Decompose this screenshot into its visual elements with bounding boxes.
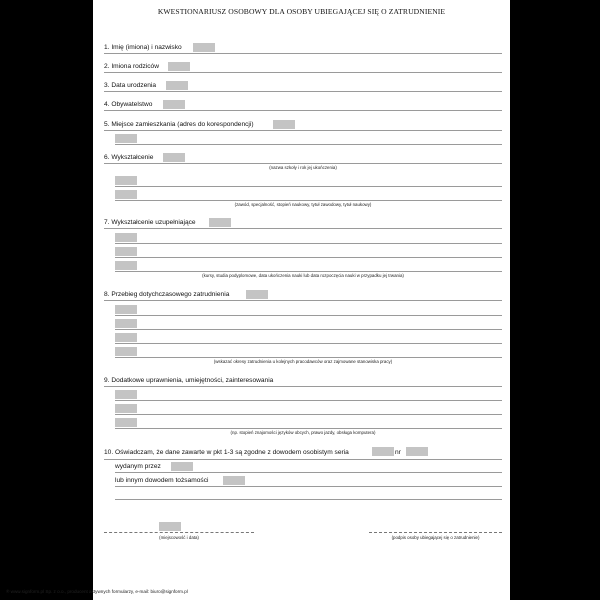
q8-line-2: [115, 315, 502, 316]
q8-field-5[interactable]: [115, 347, 137, 356]
q7-line-4: [115, 271, 502, 272]
document-title: KWESTIONARIUSZ OSOBOWY DLA OSOBY UBIEGAJĄCEJ SIĘ O ZATRUDNIENIE: [157, 7, 446, 16]
q10-series-field[interactable]: [372, 447, 394, 456]
q6-label: 6. Wykształcenie: [104, 154, 154, 161]
q3-label: 3. Data urodzenia: [104, 82, 157, 89]
q4-label: 4. Obywatelstwo: [104, 101, 153, 108]
q6-education-field[interactable]: [163, 153, 185, 162]
q7-field-3[interactable]: [115, 247, 137, 256]
q2-parents-field[interactable]: [168, 62, 190, 71]
q7-field-4[interactable]: [115, 261, 137, 270]
signature-caption: (podpis osoby ubiegającej się o zatrudnienie): [391, 535, 480, 540]
q8-line-1: [104, 300, 502, 301]
q8-field-4[interactable]: [115, 333, 137, 342]
q9-line-1: [104, 386, 502, 387]
q7-field[interactable]: [209, 218, 231, 227]
q9-label: 9. Dodatkowe uprawnienia, umiejętności, zainteresowania: [104, 377, 274, 384]
q10-issued-label: wydanym przez: [115, 463, 161, 470]
place-date-caption: (miejscowość i data): [159, 535, 199, 540]
q8-field-2[interactable]: [115, 305, 137, 314]
q3-line: [104, 91, 502, 92]
q7-field-2[interactable]: [115, 233, 137, 242]
q9-line-4: [115, 428, 502, 429]
q9-line-3: [115, 414, 502, 415]
q5-label: 5. Miejsce zamieszkania (adres do korespondencji): [104, 121, 254, 128]
q6-line-2: [115, 186, 502, 187]
q5-address-field-2[interactable]: [115, 134, 137, 143]
q2-label: 2. Imiona rodziców: [104, 63, 159, 70]
q10-other-label: lub innym dowodem tożsamości: [115, 477, 209, 484]
q8-line-4: [115, 343, 502, 344]
q10-other-id-field[interactable]: [223, 476, 245, 485]
q10-line-2: [115, 472, 502, 473]
signature-line: [369, 532, 502, 533]
q9-field-3[interactable]: [115, 418, 137, 427]
footer-text: ® www.signform.pl Sp. z o.o., producent aktywnych formularzy, e-mail: biuro@signform.pl: [6, 589, 188, 594]
q4-citizenship-field[interactable]: [163, 100, 185, 109]
q10-line-1: [104, 459, 502, 460]
q10-line-4: [115, 499, 502, 500]
form-page: [93, 0, 510, 600]
q4-line: [104, 110, 502, 111]
q5-line-1: [104, 130, 502, 131]
place-date-field[interactable]: [159, 522, 181, 531]
q7-line-2: [115, 243, 502, 244]
q8-line-5: [115, 357, 502, 358]
q7-line-1: [104, 228, 502, 229]
q6-education-field-2[interactable]: [115, 176, 137, 185]
q6-caption-profession: (zawód, specjalność, stopień naukowy, tytuł zawodowy, tytuł naukowy): [234, 202, 372, 207]
q9-caption: (np. stopień znajomości języków obcych, prawo jazdy, obsługa komputera): [230, 430, 376, 435]
q3-birthdate-field[interactable]: [166, 81, 188, 90]
q9-field-2[interactable]: [115, 404, 137, 413]
q10-line-3: [115, 486, 502, 487]
q9-field[interactable]: [115, 390, 137, 399]
q6-caption-school: (nazwa szkoły i rok jej ukończenia): [269, 165, 337, 170]
q8-field-3[interactable]: [115, 319, 137, 328]
q6-line-3: [115, 200, 502, 201]
q10-nr-label: nr: [395, 449, 401, 456]
q8-caption: (wskazać okresy zatrudnienia u kolejnych pracodawców oraz zajmowane stanowiska pracy): [213, 359, 393, 364]
q8-label: 8. Przebieg dotychczasowego zatrudnienia: [104, 291, 230, 298]
q2-line: [104, 72, 502, 73]
q9-line-2: [115, 400, 502, 401]
q7-label: 7. Wykształcenie uzupełniające: [104, 219, 196, 226]
q8-field[interactable]: [246, 290, 268, 299]
q1-line: [104, 53, 502, 54]
q10-label: 10. Oświadczam, że dane zawarte w pkt 1-3 są zgodne z dowodem osobistym seria: [104, 449, 349, 456]
q10-issued-by-field[interactable]: [171, 462, 193, 471]
q6-education-field-3[interactable]: [115, 190, 137, 199]
place-date-line: [104, 532, 254, 533]
q10-number-field[interactable]: [406, 447, 428, 456]
q7-caption: (kursy, studia podyplomowe, data ukończenia nauki lub data rozpoczęcia nauki w przypadku jej trwania): [202, 273, 404, 278]
q6-line-1: [104, 163, 502, 164]
q1-name-field[interactable]: [193, 43, 215, 52]
q5-line-2: [115, 144, 502, 145]
q5-address-field[interactable]: [273, 120, 295, 129]
q7-line-3: [115, 257, 502, 258]
q1-label: 1. Imię (imiona) i nazwisko: [104, 44, 182, 51]
q8-line-3: [115, 329, 502, 330]
